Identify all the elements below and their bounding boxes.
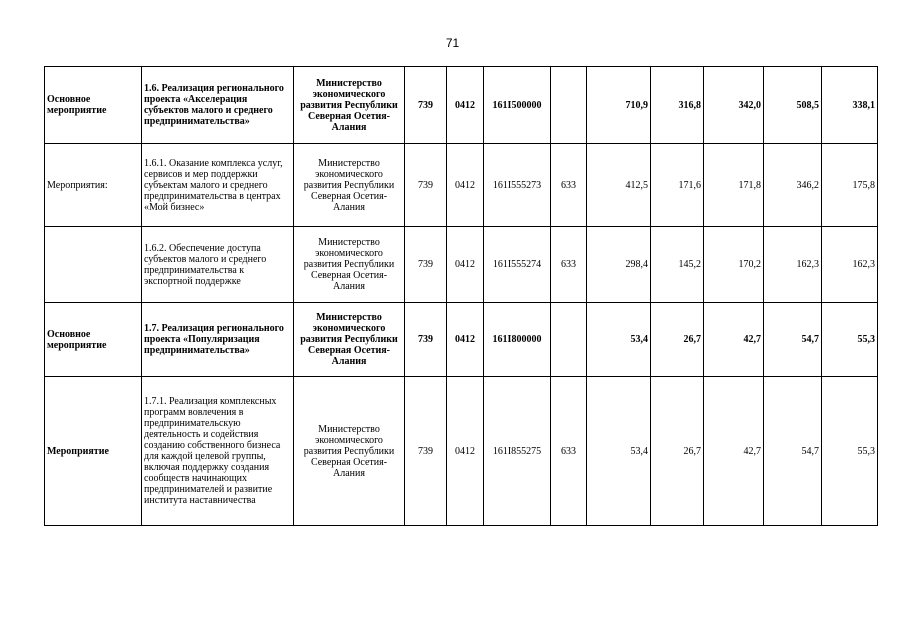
amount-cell-2: 145,2 (651, 227, 704, 303)
amount-cell-1: 412,5 (587, 144, 651, 227)
amount-cell-4: 508,5 (764, 67, 822, 144)
section-code-cell: 0412 (447, 67, 484, 144)
target-article-cell: 161I800000 (484, 303, 551, 377)
grbs-cell: 739 (405, 227, 447, 303)
executor-cell: Министерство экономического развития Республики Северная Осетия-Алания (294, 144, 405, 227)
table-row (45, 303, 878, 377)
event-type-cell: Мероприятие (45, 377, 142, 526)
section-code-cell: 0412 (447, 303, 484, 377)
amount-cell-3: 170,2 (704, 227, 764, 303)
amount-cell-5: 338,1 (822, 67, 878, 144)
expense-type-cell: 633 (551, 144, 587, 227)
table-row (45, 67, 878, 144)
page-number: 71 (445, 36, 460, 50)
amount-cell-2: 171,6 (651, 144, 704, 227)
table-row (45, 377, 878, 526)
amount-cell-2: 316,8 (651, 67, 704, 144)
executor-cell: Министерство экономического развития Республики Северная Осетия-Алания (294, 67, 405, 144)
grbs-cell: 739 (405, 144, 447, 227)
executor-cell: Министерство экономического развития Республики Северная Осетия-Алания (294, 303, 405, 377)
expense-type-cell: 633 (551, 377, 587, 526)
section-code-cell: 0412 (447, 227, 484, 303)
section-code-cell: 0412 (447, 144, 484, 227)
table-row (45, 144, 878, 227)
amount-cell-4: 162,3 (764, 227, 822, 303)
event-name-cell: 1.6. Реализация регионального проекта «Акселерация субъектов малого и среднего предпринимательства» (142, 67, 294, 144)
amount-cell-2: 26,7 (651, 303, 704, 377)
amount-cell-5: 175,8 (822, 144, 878, 227)
amount-cell-1: 298,4 (587, 227, 651, 303)
expense-type-cell: 633 (551, 227, 587, 303)
event-type-cell: Основное мероприятие (45, 303, 142, 377)
event-name-cell: 1.6.2. Обеспечение доступа субъектов малого и среднего предпринимательства к экспортной поддержке (142, 227, 294, 303)
amount-cell-3: 342,0 (704, 67, 764, 144)
target-article-cell: 161I500000 (484, 67, 551, 144)
event-name-cell: 1.6.1. Оказание комплекса услуг, сервисов и мер поддержки субъектам малого и среднего предпринимательства в центрах «Мой бизнес» (142, 144, 294, 227)
amount-cell-4: 54,7 (764, 303, 822, 377)
target-article-cell: 161I555274 (484, 227, 551, 303)
amount-cell-4: 346,2 (764, 144, 822, 227)
amount-cell-4: 54,7 (764, 377, 822, 526)
expense-type-cell (551, 67, 587, 144)
grbs-cell: 739 (405, 303, 447, 377)
amount-cell-5: 55,3 (822, 303, 878, 377)
event-type-cell: Мероприятия: (45, 144, 142, 227)
amount-cell-3: 42,7 (704, 377, 764, 526)
event-type-cell: Основное мероприятие (45, 67, 142, 144)
amount-cell-5: 55,3 (822, 377, 878, 526)
target-article-cell: 161I855275 (484, 377, 551, 526)
expense-type-cell (551, 303, 587, 377)
grbs-cell: 739 (405, 67, 447, 144)
amount-cell-1: 53,4 (587, 303, 651, 377)
event-type-cell (45, 227, 142, 303)
amount-cell-1: 53,4 (587, 377, 651, 526)
amount-cell-3: 171,8 (704, 144, 764, 227)
grbs-cell: 739 (405, 377, 447, 526)
amount-cell-1: 710,9 (587, 67, 651, 144)
amount-cell-3: 42,7 (704, 303, 764, 377)
budget-table (44, 66, 878, 526)
target-article-cell: 161I555273 (484, 144, 551, 227)
event-name-cell: 1.7.1. Реализация комплексных программ вовлечения в предпринимательскую деятельность и содействия созданию собственного бизнеса для каждой целевой группы, включая поддержку создания сообществ начинающих предпринимателей и развитие института наставничества (142, 377, 294, 526)
section-code-cell: 0412 (447, 377, 484, 526)
executor-cell: Министерство экономического развития Республики Северная Осетия-Алания (294, 377, 405, 526)
event-name-cell: 1.7. Реализация регионального проекта «Популяризация предпринимательства» (142, 303, 294, 377)
table-row (45, 227, 878, 303)
executor-cell: Министерство экономического развития Республики Северная Осетия-Алания (294, 227, 405, 303)
amount-cell-2: 26,7 (651, 377, 704, 526)
amount-cell-5: 162,3 (822, 227, 878, 303)
